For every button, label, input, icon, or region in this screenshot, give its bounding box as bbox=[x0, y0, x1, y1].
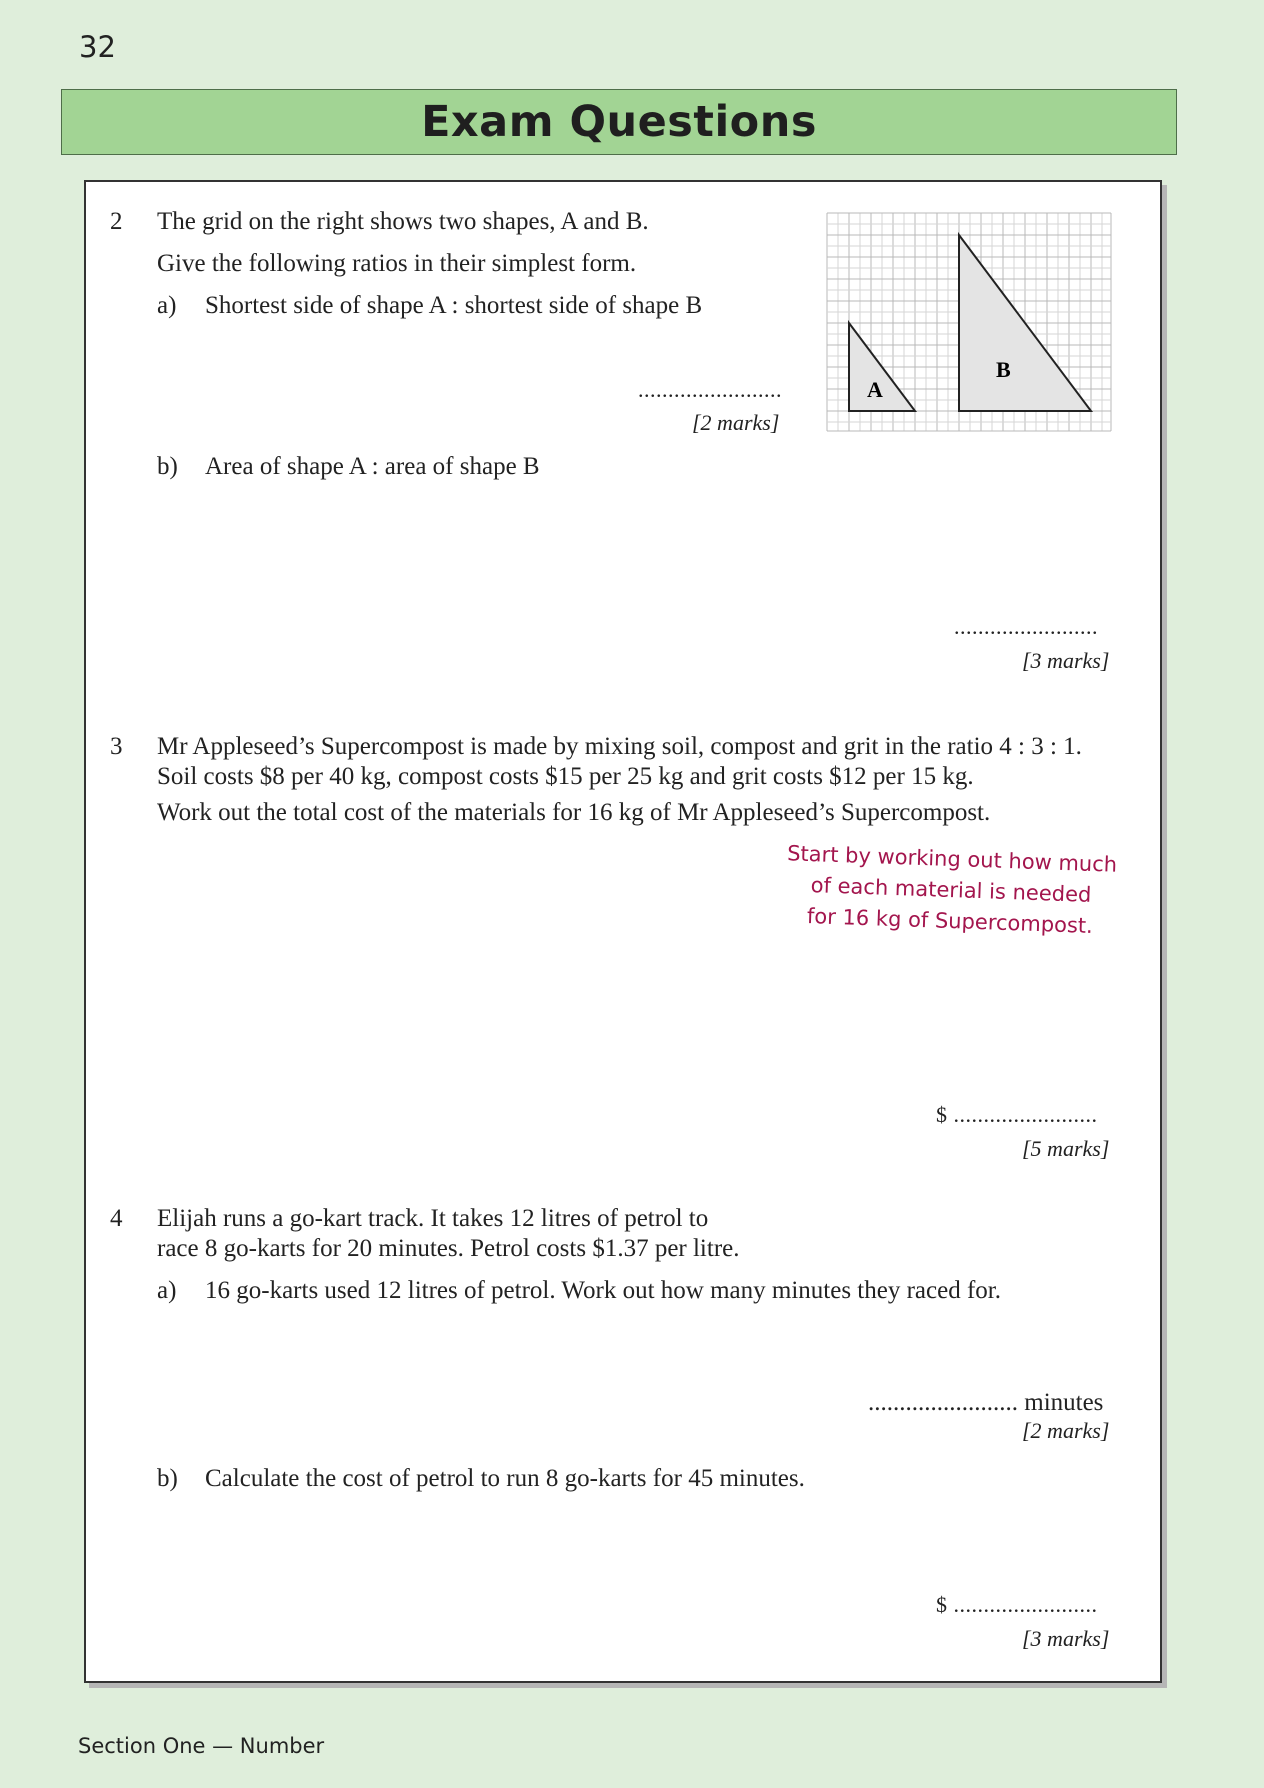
q2-line2: Give the following ratios in their simplest form. bbox=[157, 250, 637, 277]
q2a-answer-line[interactable]: ........................ bbox=[638, 377, 782, 402]
q2-number: 2 bbox=[110, 208, 123, 235]
q4b-answer-line[interactable]: $ ........................ bbox=[936, 1592, 1098, 1617]
question-card bbox=[84, 180, 1162, 1683]
q4a-text: 16 go-karts used 12 litres of petrol. Work out how many minutes they raced for. bbox=[205, 1277, 1001, 1304]
q3-answer-line[interactable]: $ ........................ bbox=[936, 1102, 1098, 1127]
q3-line2: Soil costs $8 per 40 kg, compost costs $15 per 25 kg and grit costs $12 per 15 kg. bbox=[157, 763, 974, 790]
q2-line1: The grid on the right shows two shapes, A and B. bbox=[157, 208, 649, 235]
q3-hint-line3: for 16 kg of Supercompost. bbox=[806, 903, 1094, 938]
q3-hint-line2: of each material is needed bbox=[810, 873, 1092, 907]
shape-b-label: B bbox=[996, 357, 1011, 382]
q4b-marks: [3 marks] bbox=[1022, 1626, 1110, 1651]
shape-a-label: A bbox=[867, 377, 883, 402]
q4b-text: Calculate the cost of petrol to run 8 go-karts for 45 minutes. bbox=[205, 1465, 805, 1492]
q2b-text: Area of shape A : area of shape B bbox=[205, 453, 540, 480]
q4b-label: b) bbox=[157, 1465, 178, 1492]
q3-hint bbox=[784, 838, 1117, 942]
q2a-text: Shortest side of shape A : shortest side of shape B bbox=[205, 292, 703, 319]
q2b-answer-line[interactable]: ........................ bbox=[954, 614, 1098, 639]
page-title: Exam Questions bbox=[421, 97, 817, 147]
q3-hint-line1: Start by working out how much bbox=[786, 841, 1118, 877]
title-banner bbox=[61, 89, 1177, 155]
q3-line3: Work out the total cost of the materials for 16 kg of Mr Appleseed’s Supercompost. bbox=[157, 799, 991, 826]
q2a-label: a) bbox=[157, 292, 177, 319]
q4a-marks: [2 marks] bbox=[1022, 1418, 1110, 1443]
q3-marks: [5 marks] bbox=[1022, 1136, 1110, 1161]
q2a-marks: [2 marks] bbox=[692, 410, 780, 435]
q4a-label: a) bbox=[157, 1277, 177, 1304]
q2b-marks: [3 marks] bbox=[1022, 648, 1110, 673]
q4-line2: race 8 go-karts for 20 minutes. Petrol costs $1.37 per litre. bbox=[157, 1235, 740, 1262]
q4a-answer-line[interactable]: ........................ minutes bbox=[868, 1389, 1104, 1416]
q3-line1: Mr Appleseed’s Supercompost is made by mixing soil, compost and grit in the ratio 4 : 3 : 1. bbox=[157, 733, 1082, 760]
q4-line1: Elijah runs a go-kart track. It takes 12 litres of petrol to bbox=[157, 1205, 709, 1232]
q3-number: 3 bbox=[110, 733, 123, 760]
section-footer: Section One — Number bbox=[78, 1734, 325, 1758]
page-number: 32 bbox=[79, 30, 116, 64]
shapes-grid-figure bbox=[826, 212, 1112, 432]
q4-number: 4 bbox=[110, 1205, 123, 1232]
q2b-label: b) bbox=[157, 453, 178, 480]
